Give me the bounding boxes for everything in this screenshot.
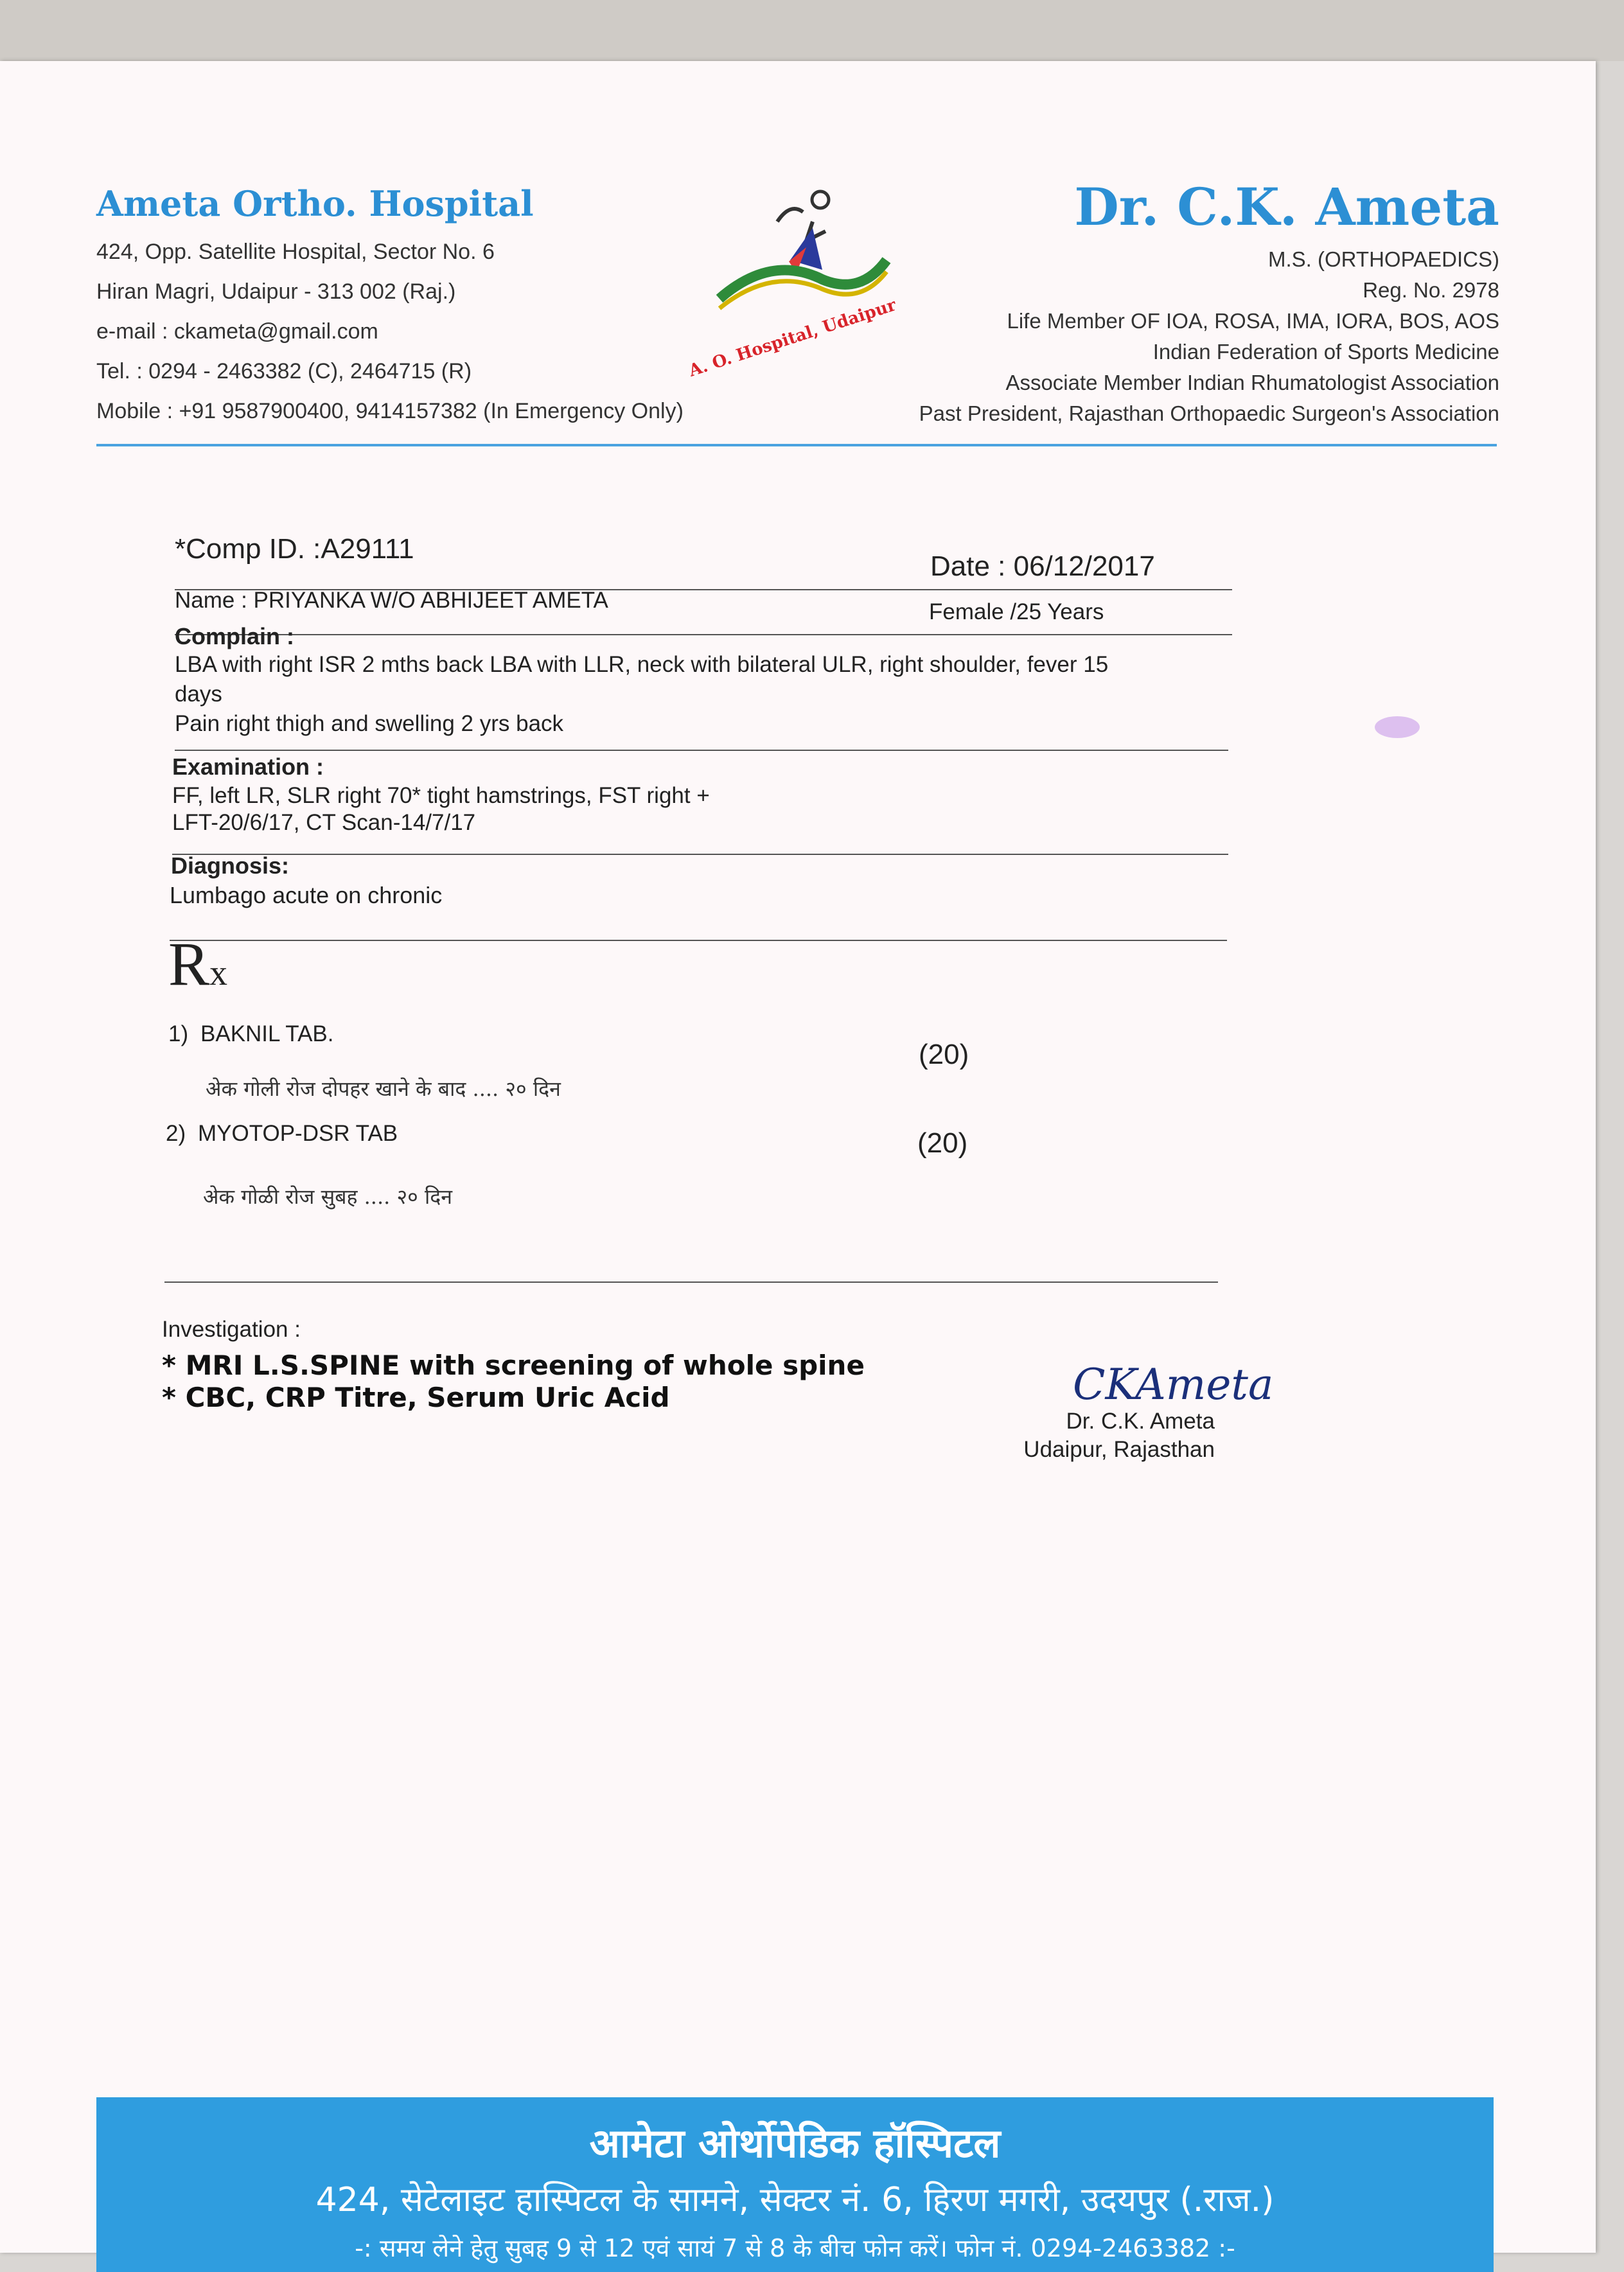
footer-address: 424, सेटेलाइट हास्पिटल के सामने, सेक्टर नं. 6, हिरण मगरी, उदयपुर (.राज.) <box>315 2181 1275 2219</box>
membership-1: Life Member OF IOA, ROSA, IMA, IORA, BOS, AOS <box>1007 309 1499 333</box>
rx-item-2-instruction: अेक गोळी रोज सुबह .... २० दिन <box>203 1184 452 1209</box>
rx-item-1-instruction: अेक गोली रोज दोपहर खाने के बाद .... २० दिन <box>206 1077 561 1101</box>
address-line-1: 424, Opp. Satellite Hospital, Sector No. 6 <box>96 240 495 264</box>
investigation-item-1: * MRI L.S.SPINE with screening of whole spine <box>162 1350 865 1381</box>
svg-text:CKAmeta: CKAmeta <box>1073 1360 1274 1409</box>
rx-symbol: Rx <box>168 929 228 998</box>
hospital-name: Ameta Ortho. Hospital <box>96 183 534 224</box>
logo-text: A. O. Hospital, Udaipur <box>686 295 899 381</box>
header-divider <box>96 444 1497 446</box>
ink-stain <box>1375 716 1420 738</box>
telephone: Tel. : 0294 - 2463382 (C), 2464715 (R) <box>96 359 472 383</box>
complain-line-3: Pain right thigh and swelling 2 yrs back <box>175 711 564 736</box>
hospital-logo-icon <box>686 183 899 381</box>
examination-label: Examination : <box>172 753 324 780</box>
qualification-1: M.S. (ORTHOPAEDICS) <box>1268 247 1499 271</box>
footer-banner <box>96 2097 1494 2272</box>
rx-item-1-number: 1) <box>168 1021 189 1046</box>
rx-item-1-name: BAKNIL TAB. <box>200 1021 334 1046</box>
diagnosis-value: Lumbago acute on chronic <box>170 882 443 908</box>
examination-line-1: FF, left LR, SLR right 70* tight hamstrings, FST right + <box>172 783 710 808</box>
signature-name: Dr. C.K. Ameta <box>1066 1409 1215 1434</box>
divider <box>172 854 1228 855</box>
comp-id: *Comp ID. :A29111 <box>175 533 414 565</box>
membership-3: Associate Member Indian Rhumatologist Association <box>1005 371 1499 394</box>
email: e-mail : ckameta@gmail.com <box>96 319 378 344</box>
rx-item-1-quantity: (20) <box>919 1039 969 1070</box>
complain-line-1: LBA with right ISR 2 mths back LBA with LLR, neck with bilateral ULR, right shoulder, fever 15 <box>175 652 1109 677</box>
diagnosis-label: Diagnosis: <box>171 852 290 879</box>
divider <box>175 750 1228 751</box>
rx-item-2-name: MYOTOP-DSR TAB <box>198 1121 398 1146</box>
divider <box>170 940 1227 941</box>
investigation-item-2: * CBC, CRP Titre, Serum Uric Acid <box>162 1382 670 1413</box>
complain-line-2: days <box>175 682 222 707</box>
prescription-page <box>0 61 1596 2262</box>
examination-line-2: LFT-20/6/17, CT Scan-14/7/17 <box>172 810 476 835</box>
divider <box>175 634 1232 635</box>
scan-background <box>0 0 1624 61</box>
membership-4: Past President, Rajasthan Orthopaedic Surgeon's Association <box>919 401 1499 425</box>
membership-2: Indian Federation of Sports Medicine <box>1152 340 1499 364</box>
investigation-label: Investigation : <box>162 1317 301 1342</box>
visit-date: Date : 06/12/2017 <box>930 550 1155 582</box>
mobile: Mobile : +91 9587900400, 9414157382 (In Emergency Only) <box>96 399 684 423</box>
registration-number: Reg. No. 2978 <box>1363 278 1499 302</box>
footer-note: -: समय लेने हेतु सुबह 9 से 12 एवं सायं 7 से 8 के बीच फोन करें। फोन नं. 0294-2463382 :- <box>355 2234 1235 2262</box>
rx-item-2-number: 2) <box>166 1121 186 1146</box>
doctor-name: Dr. C.K. Ameta <box>1074 177 1499 237</box>
gender-age: Female /25 Years <box>929 599 1104 624</box>
divider <box>164 1281 1218 1283</box>
footer-title: आमेटा ओर्थोपेडिक हॉस्पिटल <box>589 2120 1001 2167</box>
address-line-2: Hiran Magri, Udaipur - 313 002 (Raj.) <box>96 279 456 304</box>
rx-item-2-quantity: (20) <box>917 1127 968 1159</box>
complain-label: Complain : <box>175 623 294 649</box>
patient-name: Name : PRIYANKA W/O ABHIJEET AMETA <box>175 588 608 613</box>
signature-place: Udaipur, Rajasthan <box>1023 1437 1215 1462</box>
